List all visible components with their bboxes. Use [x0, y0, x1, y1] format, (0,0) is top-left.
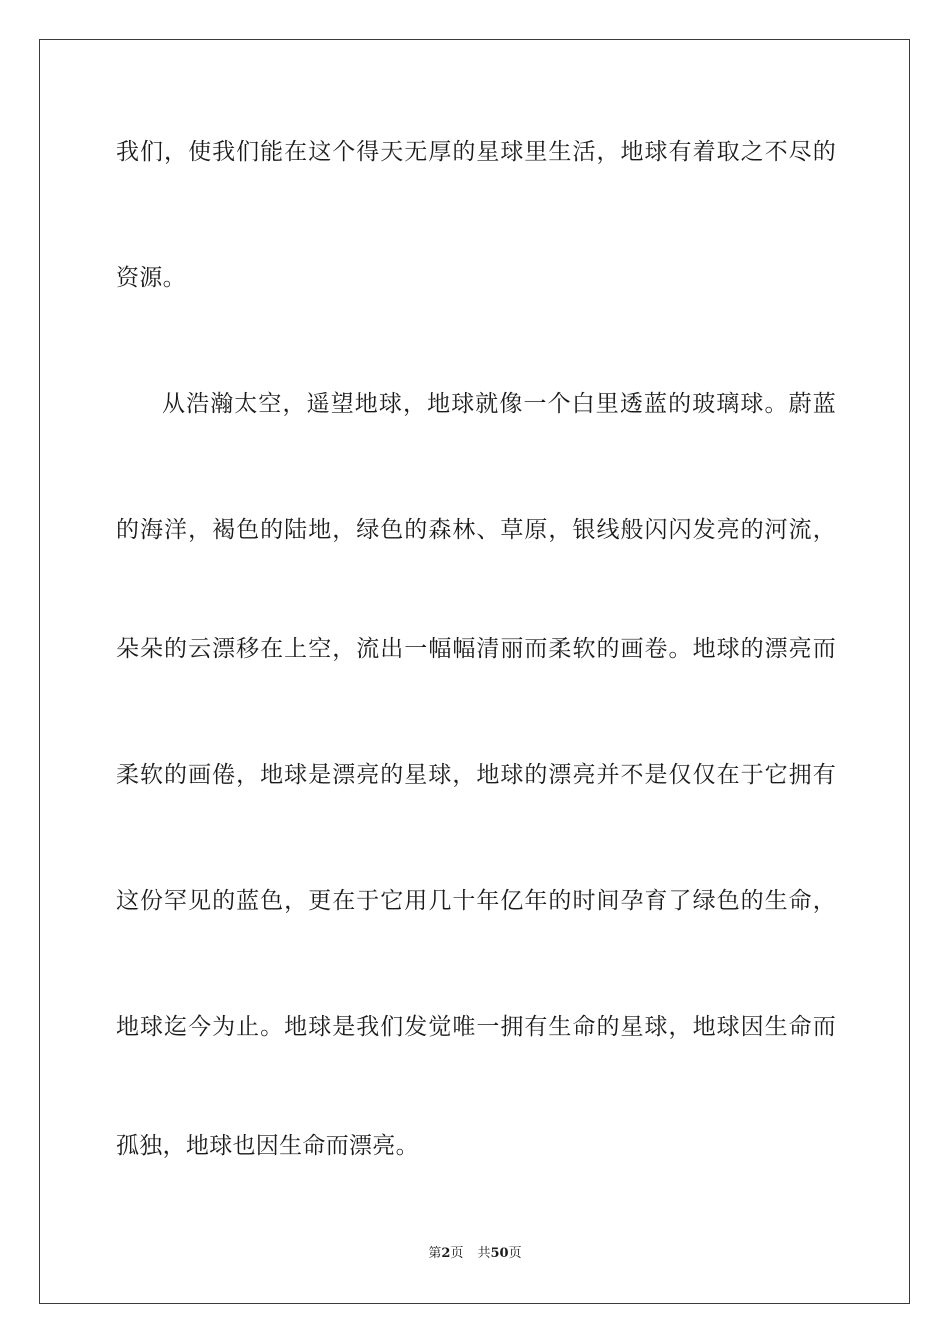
text-line: 地球迄今为止。地球是我们发觉唯一拥有生命的星球，地球因生命而: [116, 1014, 836, 1040]
page-number: 2: [441, 1246, 451, 1261]
text-line: 柔软的画倦，地球是漂亮的星球，地球的漂亮并不是仅仅在于它拥有: [116, 762, 836, 788]
text-line: 朵朵的云漂移在上空，流出一幅幅清丽而柔软的画卷。地球的漂亮而: [116, 636, 836, 662]
total-pages: 50: [490, 1246, 509, 1261]
total-label-suffix: 页: [508, 1246, 522, 1261]
paragraph-first-line: 从浩瀚太空，遥望地球，地球就像一个白里透蓝的玻璃球。蔚蓝: [162, 391, 836, 417]
text-line: 我们，使我们能在这个得天无厚的星球里生活，地球有着取之不尽的: [116, 139, 836, 165]
page-footer: [0, 1245, 950, 1263]
page-border: [39, 39, 910, 1304]
text-line: 资源。: [116, 265, 186, 291]
text-line: 孤独，地球也因生命而漂亮。: [116, 1133, 419, 1159]
page-label-prefix: 第: [428, 1246, 442, 1261]
page-label-suffix: 页: [450, 1246, 464, 1261]
text-line: 这份罕见的蓝色，更在于它用几十年亿年的时间孕育了绿色的生命，: [116, 888, 836, 914]
text-line: 的海洋，褐色的陆地，绿色的森林、草原，银线般闪闪发亮的河流，: [116, 517, 836, 543]
total-label-prefix: 共: [477, 1246, 491, 1261]
